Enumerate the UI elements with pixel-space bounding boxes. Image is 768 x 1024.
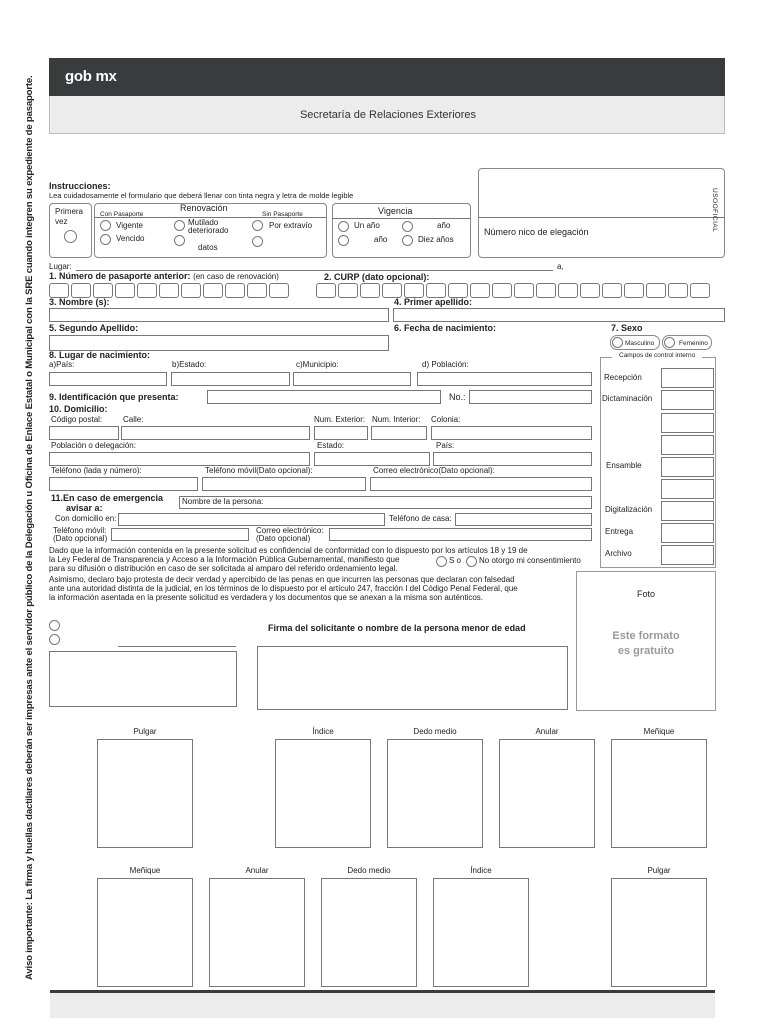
fingerprint-box-left-ring[interactable] xyxy=(209,878,305,987)
address-state-label: Estado: xyxy=(317,441,345,450)
second-surname-input[interactable] xyxy=(49,335,389,351)
phone-input[interactable] xyxy=(49,477,198,491)
digitization-field[interactable] xyxy=(661,501,714,521)
state-label: b)Estado: xyxy=(172,360,207,369)
emergency-label: 11.En caso de emergencia xyxy=(51,493,164,503)
female-label: Femenino xyxy=(679,340,708,347)
emergency-email-optional: (Dato opcional) xyxy=(256,534,311,543)
valid-radio[interactable] xyxy=(100,220,111,231)
fingerprint-label: Índice xyxy=(312,727,334,736)
lost-radio-2[interactable] xyxy=(252,236,263,247)
curp-label: 2. CURP (dato opcional): xyxy=(324,272,430,282)
ext-number-label: Num. Exterior: xyxy=(314,415,366,424)
fingerprint-label: Meñique xyxy=(129,866,161,875)
ten-years-radio[interactable] xyxy=(402,235,413,246)
birthplace-label: 8. Lugar de nacimiento: xyxy=(49,350,151,360)
id-number-input[interactable] xyxy=(469,390,592,404)
consent-no-radio[interactable] xyxy=(466,556,477,567)
emergency-mobile-label: Teléfono móvil: xyxy=(53,526,107,535)
datos-label: datos xyxy=(198,243,218,252)
expired-label: Vencido xyxy=(116,234,145,243)
id-number-label: No.: xyxy=(449,392,466,402)
page-title: Secretaría de Relaciones Exteriores xyxy=(299,109,477,121)
fingerprint-box-left-thumb[interactable] xyxy=(611,878,707,987)
reception-label: Recepción xyxy=(604,373,642,382)
fingerprint-label: Pulgar xyxy=(647,866,671,875)
datos-radio[interactable] xyxy=(174,235,185,246)
instructions-text: Lea cuidadosamente el formulario que deberá llenar con tinta negra y letra de molde legible xyxy=(49,191,354,200)
lost-label: Por extravío xyxy=(269,221,313,230)
assembly-field-3[interactable] xyxy=(661,457,714,477)
emergency-mobile-input[interactable] xyxy=(111,528,249,541)
fingerprint-label: Anular xyxy=(535,727,559,736)
archive-label: Archivo xyxy=(605,549,632,558)
fingerprint-label: Pulgar xyxy=(133,727,157,736)
mutilated-label: Mutilado xyxy=(188,218,219,227)
name-input[interactable] xyxy=(49,308,389,322)
consent-no-label: No otorgo mi consentimiento xyxy=(479,556,581,565)
first-time-label: Primera xyxy=(55,207,84,216)
person-name-label: Nombre de la persona: xyxy=(182,497,264,506)
year-b-label: año xyxy=(374,235,388,244)
ruling-label: Dictaminación xyxy=(602,394,653,403)
address-label: 10. Domicilio: xyxy=(49,404,108,414)
male-label: Masculino xyxy=(625,340,655,347)
internal-control-title: Campos de control interno xyxy=(612,352,702,359)
privacy-text-line2: la Ley Federal de Transparencia y Acceso a la Información Pública Gubernamental, manifiesto que xyxy=(49,555,400,564)
subtitle-bar xyxy=(49,96,725,134)
fingerprint-box-right-ring[interactable] xyxy=(499,739,595,848)
photo-label: Foto xyxy=(636,589,655,599)
postal-code-input[interactable] xyxy=(49,426,119,440)
privacy-text-line1: Dado que la información contenida en la presente solicitud es confidencial de conformidad con lo dispuesto por los artículos 18 y 19 de xyxy=(49,546,528,555)
instructions-title: Instrucciones: xyxy=(49,181,111,191)
fingerprint-label: Dedo medio xyxy=(413,727,457,736)
header-bar xyxy=(49,58,725,96)
ext-number-input[interactable] xyxy=(314,426,368,440)
first-surname-label: 4. Primer apellido: xyxy=(394,297,473,307)
free-format-line1: Este formato xyxy=(612,630,680,642)
year-a-radio[interactable] xyxy=(402,221,413,232)
phone-label: Teléfono (lada y número): xyxy=(51,466,142,475)
year-b-radio[interactable] xyxy=(338,235,349,246)
mutilated-radio[interactable] xyxy=(174,220,185,231)
fingerprint-box-right-index[interactable] xyxy=(275,739,371,848)
side-notice: Aviso importante: La firma y huellas dactilares deberán ser impresas ante el servidor público de la Delegación u Oficina de Enlace Estatal o Municipal con la SRE cuando integren su expediente de pasaporte. xyxy=(24,75,35,980)
assembly-label: Ensamble xyxy=(606,461,642,470)
signature-option-2[interactable] xyxy=(49,634,60,645)
fingerprint-label: Dedo medio xyxy=(347,866,391,875)
consent-yes-label: S o xyxy=(449,556,462,565)
fingerprint-label: Índice xyxy=(470,866,492,875)
fingerprint-box-right-little[interactable] xyxy=(611,739,707,848)
emergency-mobile-optional: (Dato opcional) xyxy=(53,534,108,543)
first-surname-input[interactable] xyxy=(393,308,725,322)
home-phone-input[interactable] xyxy=(455,513,592,526)
ten-years-label: Diez años xyxy=(418,235,454,244)
fingerprint-label: Anular xyxy=(245,866,269,875)
one-year-radio[interactable] xyxy=(338,221,349,232)
delegation-input[interactable] xyxy=(49,452,310,466)
fingerprint-box-left-little[interactable] xyxy=(97,878,193,987)
second-surname-label: 5. Segundo Apellido: xyxy=(49,323,139,333)
year-a-label: año xyxy=(437,221,451,230)
email-label: Correo electrónico(Dato opcional): xyxy=(373,466,495,475)
with-passport-label: Con Pasaporte xyxy=(100,211,144,218)
free-format-line2: es gratuito xyxy=(617,645,675,657)
assembly-field-1[interactable] xyxy=(661,413,714,433)
int-number-input[interactable] xyxy=(371,426,427,440)
one-year-label: Un año xyxy=(354,221,380,230)
mobile-input[interactable] xyxy=(202,477,366,491)
gob-mx-logo: gob mx xyxy=(65,68,117,85)
reception-field[interactable] xyxy=(661,368,714,388)
passport-number-cells[interactable] xyxy=(49,283,291,298)
female-radio[interactable] xyxy=(664,337,675,348)
valid-label: Vigente xyxy=(116,221,143,230)
renewal-note: (en caso de renovación) xyxy=(193,272,279,281)
deteriorated-label: deteriorado xyxy=(188,226,229,235)
place-suffix: a, xyxy=(557,262,564,271)
fingerprint-box-left-index[interactable] xyxy=(433,878,529,987)
footer-bar xyxy=(50,990,715,1018)
id-presented-input[interactable] xyxy=(207,390,441,404)
lost-radio[interactable] xyxy=(252,220,263,231)
renewal-title: Renovación xyxy=(180,203,228,213)
first-time-label-2: vez xyxy=(55,217,68,226)
fingerprint-box-right-middle[interactable] xyxy=(387,739,483,848)
name-label: 3. Nombre (s): xyxy=(49,297,110,307)
unique-number-box xyxy=(478,168,725,258)
home-phone-label: Teléfono de casa: xyxy=(389,514,452,523)
declaration-line3: la información asentada en la presente solicitud es verdadera y los documentos que se anexan a la misma son auténticos. xyxy=(49,593,484,602)
assembly-field-2[interactable] xyxy=(661,435,714,455)
consent-yes-radio[interactable] xyxy=(436,556,447,567)
digitization-label: Digitalización xyxy=(605,505,653,514)
first-time-radio[interactable] xyxy=(64,230,77,243)
without-passport-label: Sin Pasaporte xyxy=(262,211,303,218)
address-country-label: País: xyxy=(436,441,455,450)
municipality-label: c)Municipio: xyxy=(296,360,339,369)
id-presented-label: 9. Identificación que presenta: xyxy=(49,392,179,402)
fingerprint-box-right-thumb[interactable] xyxy=(97,739,193,848)
address-country-input[interactable] xyxy=(433,452,592,466)
street-label: Calle: xyxy=(123,415,144,424)
declaration-line1: Asimismo, declaro bajo protesta de decir verdad y apercibido de las penas en que incurren las personas que declaran con falsedad xyxy=(49,575,515,584)
declaration-line2: ante una autoridad distinta de la judicial, en los términos de lo dispuesto por el artículo 247, fracción I del Código Penal Federal, que xyxy=(49,584,518,593)
delivery-label: Entrega xyxy=(605,527,634,536)
notify-label: avisar a: xyxy=(66,503,103,513)
emergency-email-label: Correo electrónico: xyxy=(256,526,324,535)
delivery-field[interactable] xyxy=(661,523,714,543)
birth-date-label: 6. Fecha de nacimiento: xyxy=(394,323,497,333)
signature-label: Firma del solicitante o nombre de la persona menor de edad xyxy=(268,623,526,633)
passport-number-label: 1. Número de pasaporte anterior: xyxy=(49,271,191,281)
sex-label: 7. Sexo xyxy=(611,323,643,333)
address-state-input[interactable] xyxy=(314,452,430,466)
emergency-email-input[interactable] xyxy=(329,528,592,541)
curp-cells[interactable] xyxy=(316,283,712,298)
ruling-field[interactable] xyxy=(661,390,714,410)
birth-municipality-input[interactable] xyxy=(293,372,411,386)
left-signature-box[interactable] xyxy=(49,651,237,707)
privacy-text-line3: para su difusión o distribución en caso de ser solicitada al amparo del referido ordenamiento legal. xyxy=(49,564,398,573)
validity-title: Vigencia xyxy=(378,206,413,216)
birth-town-input[interactable] xyxy=(417,372,592,386)
colony-input[interactable] xyxy=(431,426,592,440)
colony-label: Colonia: xyxy=(431,415,461,424)
birth-state-input[interactable] xyxy=(171,372,290,386)
delegation-label: Población o delegación: xyxy=(51,441,136,450)
archive-field[interactable] xyxy=(661,545,714,565)
fingerprint-label: Meñique xyxy=(643,727,675,736)
expired-radio[interactable] xyxy=(100,234,111,245)
emergency-address-label: Con domicilio en: xyxy=(55,514,117,523)
email-input[interactable] xyxy=(370,477,592,491)
signature-box[interactable] xyxy=(257,646,568,710)
mobile-label: Teléfono móvil(Dato opcional): xyxy=(205,466,313,475)
int-number-label: Num. Interior: xyxy=(372,415,421,424)
birth-country-input[interactable] xyxy=(49,372,167,386)
signature-option-1[interactable] xyxy=(49,620,60,631)
emergency-address-input[interactable] xyxy=(118,513,385,526)
official-use-code: USOOFICIAL xyxy=(711,188,718,233)
town-label: d) Población: xyxy=(422,360,469,369)
place-label: Lugar: xyxy=(49,262,72,271)
street-input[interactable] xyxy=(121,426,310,440)
male-radio[interactable] xyxy=(612,337,623,348)
assembly-field-4[interactable] xyxy=(661,479,714,499)
postal-code-label: Código postal: xyxy=(51,415,103,424)
country-label: a)País: xyxy=(49,360,75,369)
unique-number-label: Número nico de elegación xyxy=(484,227,589,237)
fingerprint-box-left-middle[interactable] xyxy=(321,878,417,987)
